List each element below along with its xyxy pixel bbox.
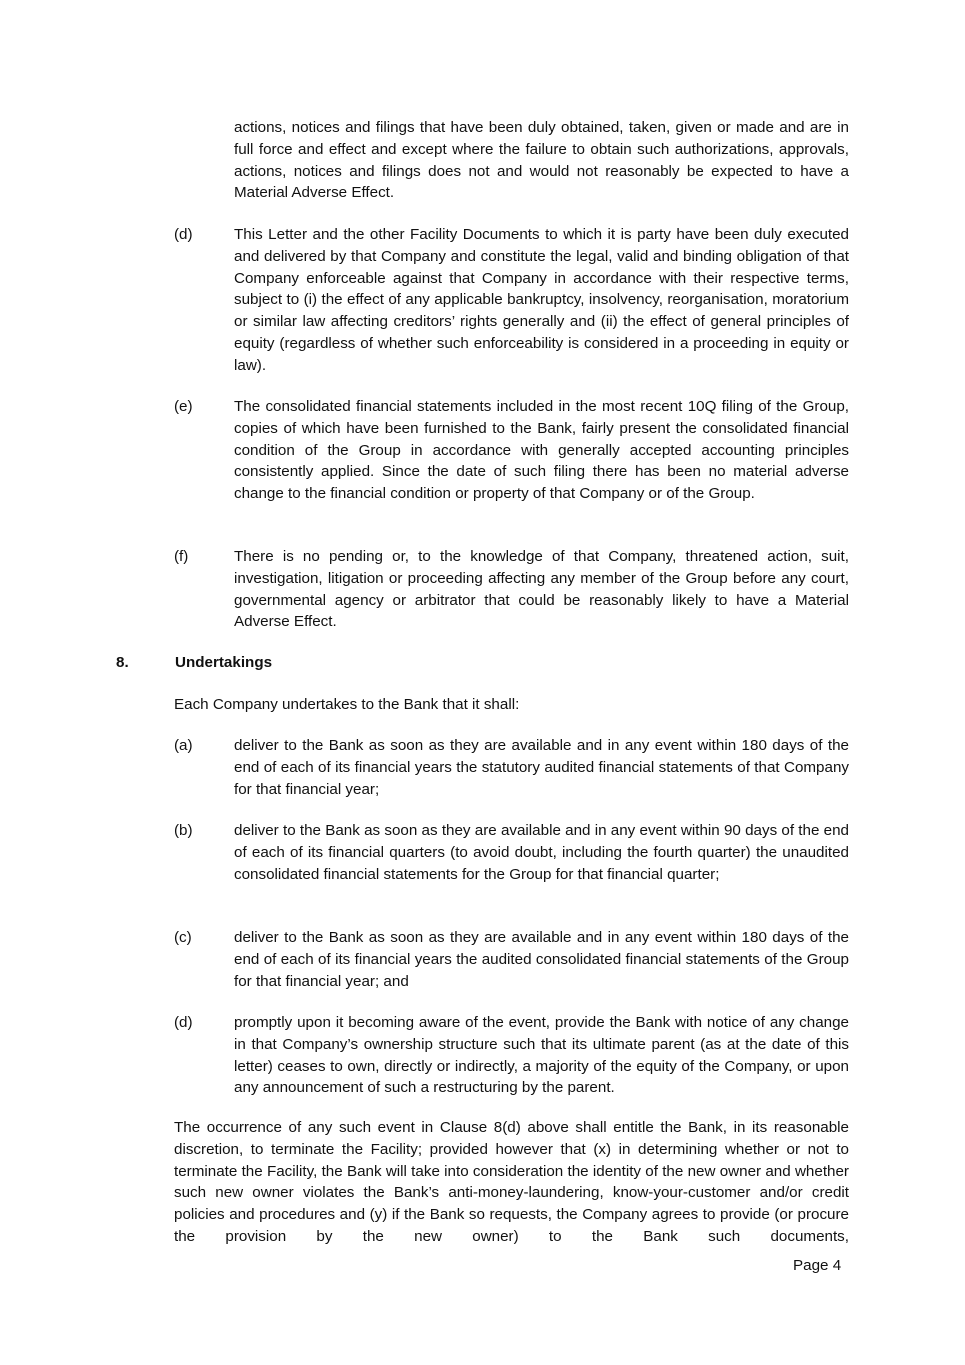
clause-8a-text: deliver to the Bank as soon as they are available and in any event within 180 days of the end of each of its financial years the statutory audited financial statements of that Company for that financial year;: [234, 737, 849, 798]
page-number: Page 4: [793, 1257, 842, 1274]
clause-7e-text: The consolidated financial statements included in the most recent 10Q filing of the Group, copies of which have been furnished to the Bank, fairly present the consolidated financial condition of the Group in accordance with generally accepted accounting principles consistently applied. Since the date of such filing there has been no material adverse change to the financial condition or property of that Company or of the Group.: [234, 398, 849, 503]
section-8-intro: Each Company undertakes to the Bank that it shall:: [174, 696, 520, 713]
clause-8b-text: deliver to the Bank as soon as they are available and in any event within 90 days of the end of each of its financial quarters (to avoid doubt, including the fourth quarter) the unaudited consolidated financial statements for the Group for that financial quarter;: [234, 822, 849, 883]
section-8-title: Undertakings: [175, 654, 273, 671]
section-8-closing-paragraph: The occurrence of any such event in Clause 8(d) above shall entitle the Bank, in its reasonable discretion, to terminate the Facility; provided however that (x) in determining whether or not to terminate the Facility, the Bank will take into consideration the identity of the new owner and whether such new owner violates the Bank’s anti-money-laundering, know-your-customer and/or credit policies and procedures and (y) if the Bank so requests, the Company agrees to provide (or procure the provision by the new owner) to the Bank such documents,: [174, 1119, 849, 1245]
clause-8b-label: (b): [174, 822, 193, 839]
clause-7d-label: (d): [174, 226, 193, 243]
clause-7f-text: There is no pending or, to the knowledge of that Company, threatened action, suit, investigation, litigation or proceeding affecting any member of the Group before any court, governmental agency or arbitrator that could be reasonably likely to have a Material Adverse Effect.: [234, 548, 849, 631]
continuation-paragraph: actions, notices and filings that have been duly obtained, taken, given or made and are in full force and effect and except where the failure to obtain such authorizations, approvals, actions, notices and filings does not and would not reasonably be expected to have a Material Adverse Effect.: [234, 119, 849, 202]
clause-7d-text: This Letter and the other Facility Documents to which it is party have been duly executed and delivered by that Company and constitute the legal, valid and binding obligation of that Company enforceable against that Company in accordance with their respective terms, subject to (i) the effect of any applicable bankruptcy, insolvency, reorganisation, moratorium or similar law affecting creditors’ rights generally and (ii) the effect of general principles of equity (regardless of whether such enforceability is considered in a proceeding in equity or law).: [234, 226, 849, 374]
clause-8d-label: (d): [174, 1014, 193, 1031]
clause-7f-label: (f): [174, 548, 189, 565]
clause-7e-label: (e): [174, 398, 193, 415]
clause-8c-text: deliver to the Bank as soon as they are available and in any event within 180 days of the end of each of its financial years the audited consolidated financial statements of the Group for that financial year; and: [234, 929, 849, 990]
clause-8a-label: (a): [174, 737, 193, 754]
clause-8c-label: (c): [174, 929, 192, 946]
clause-8d-text: promptly upon it becoming aware of the event, provide the Bank with notice of any change in that Company’s ownership structure such that its ultimate parent (as at the date of this letter) ceases to own, directly or indirectly, a majority of the equity of the Company, or upon any announcement of such a restructuring by the parent.: [234, 1014, 849, 1097]
section-8-number: 8.: [116, 654, 129, 671]
